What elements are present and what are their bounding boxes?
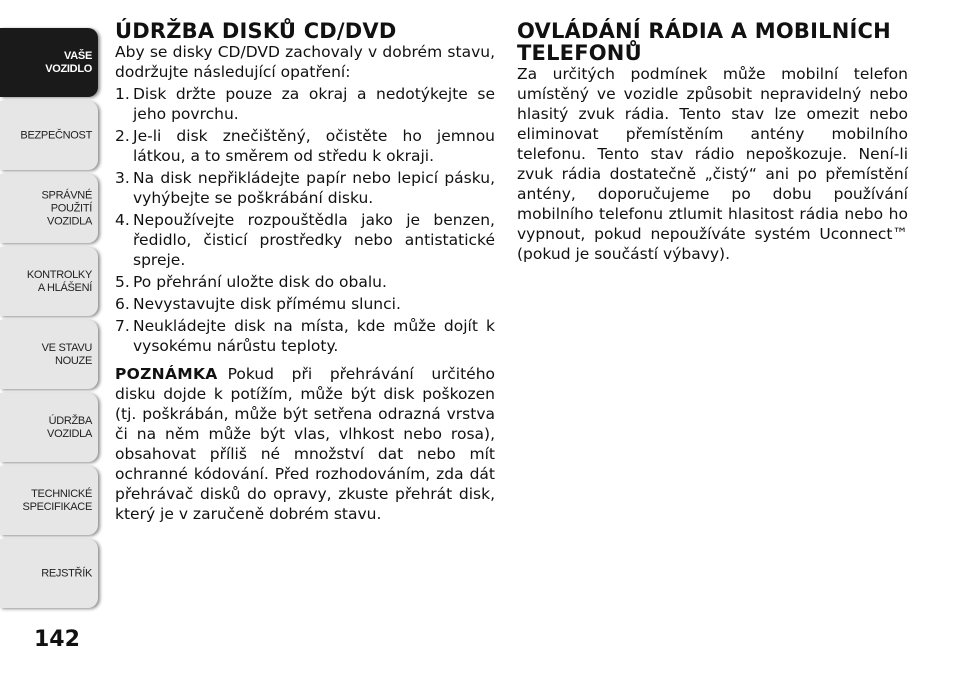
list-item bbox=[115, 126, 495, 166]
body-text: Za určitých podmínek může mobilní telefon umístěný ve vozidle způsobit nepravidelný nebo hlasitý zvuk rádia. Tento stav lze omezit nebo eliminovat přemístěním antény mobilního telefonu. Tento stav rádio nepoškozuje. Není-li zvuk rádia dostatečně „čistý“ ani po přemístění antény, doporučujeme po dobu používání mobilního telefonu ztlumit hlasitost rádia nebo ho vypnout, pokud nepoužíváte systém Uconnect™ (pokud je součástí výbavy). bbox=[517, 65, 908, 263]
tab-label: REJSTŘÍK bbox=[41, 567, 92, 579]
tab-ve-stavu-nouze[interactable] bbox=[0, 320, 98, 389]
tab-label: KONTROLKY A HLÁŠENÍ bbox=[26, 268, 92, 294]
item-number: 3. bbox=[115, 169, 130, 187]
tab-label: SPRÁVNÉ POUŽITÍ VOZIDLA bbox=[41, 189, 92, 227]
tab-kontrolky-a-hlaseni[interactable] bbox=[0, 247, 98, 316]
tab-bezpecnost[interactable] bbox=[0, 101, 98, 170]
item-text: Disk držte pouze za okraj a nedotýkejte se jeho povrchu. bbox=[133, 85, 495, 123]
item-text: Nevystavujte disk přímému slunci. bbox=[133, 295, 401, 313]
tab-vase-vozidlo[interactable] bbox=[0, 28, 98, 97]
page-number: 142 bbox=[34, 627, 80, 652]
chapter-tabs bbox=[0, 28, 98, 612]
item-number: 1. bbox=[115, 85, 130, 103]
item-text: Po přehrání uložte disk do obalu. bbox=[133, 273, 387, 291]
item-text: Nepoužívejte rozpouštědla jako je benzen, ředidlo, čisticí prostředky nebo antistatické spreje. bbox=[133, 211, 495, 269]
section-heading: OVLÁDÁNÍ RÁDIA A MOBILNÍCH TELEFONŮ bbox=[517, 19, 891, 65]
tab-label: ÚDRŽBA VOZIDLA bbox=[47, 414, 92, 440]
cd-dvd-care-section bbox=[115, 20, 495, 524]
radio-mobile-section bbox=[517, 20, 908, 264]
list-item bbox=[115, 294, 495, 314]
tab-spravne-pouziti-vozidla[interactable] bbox=[0, 174, 98, 243]
item-number: 4. bbox=[115, 211, 130, 229]
item-number: 5. bbox=[115, 273, 130, 291]
list-item bbox=[115, 84, 495, 124]
tab-technicke-specifikace[interactable] bbox=[0, 466, 98, 535]
item-text: Na disk nepřikládejte papír nebo lepicí pásku, vyhýbejte se poškrábání disku. bbox=[133, 169, 495, 207]
item-number: 6. bbox=[115, 295, 130, 313]
note-label: POZNÁMKA bbox=[115, 365, 218, 383]
section-heading: ÚDRŽBA DISKŮ CD/DVD bbox=[115, 19, 397, 43]
tab-label: VAŠE VOZIDLO bbox=[45, 49, 92, 75]
item-number: 7. bbox=[115, 317, 130, 335]
list-item bbox=[115, 316, 495, 356]
tab-label: BEZPEČNOST bbox=[20, 129, 92, 141]
note-text: Pokud při přehrávání určitého disku dojde k potížím, může být disk poškozen (tj. poškrábán, může být setřena odrazná vrstva či na něm může být vlas, vlhkost nebo rosa), obsahovat příliš né množství dat nebo mít ochranné kódování. Před rozhodováním, zda dát přehrávač disků do opravy, zkuste přehrát disk, který je v zaručeně dobrém stavu. bbox=[115, 365, 495, 523]
list-item bbox=[115, 168, 495, 208]
list-item bbox=[115, 210, 495, 270]
tab-rejstrik[interactable] bbox=[0, 539, 98, 608]
tab-udrzba-vozidla[interactable] bbox=[0, 393, 98, 462]
tab-label: TECHNICKÉ SPECIFIKACE bbox=[22, 487, 92, 513]
precautions-list bbox=[115, 84, 495, 356]
tab-label: VE STAVU NOUZE bbox=[41, 341, 92, 367]
intro-text: Aby se disky CD/DVD zachovaly v dobrém stavu, dodržujte následující opatření: bbox=[115, 43, 495, 81]
item-text: Neukládejte disk na místa, kde může dojít k vysokému nárůstu teploty. bbox=[133, 317, 495, 355]
note-paragraph bbox=[115, 364, 495, 524]
list-item bbox=[115, 272, 495, 292]
item-text: Je-li disk znečištěný, očistěte ho jemnou látkou, a to směrem od středu k okraji. bbox=[133, 127, 495, 165]
item-number: 2. bbox=[115, 127, 130, 145]
